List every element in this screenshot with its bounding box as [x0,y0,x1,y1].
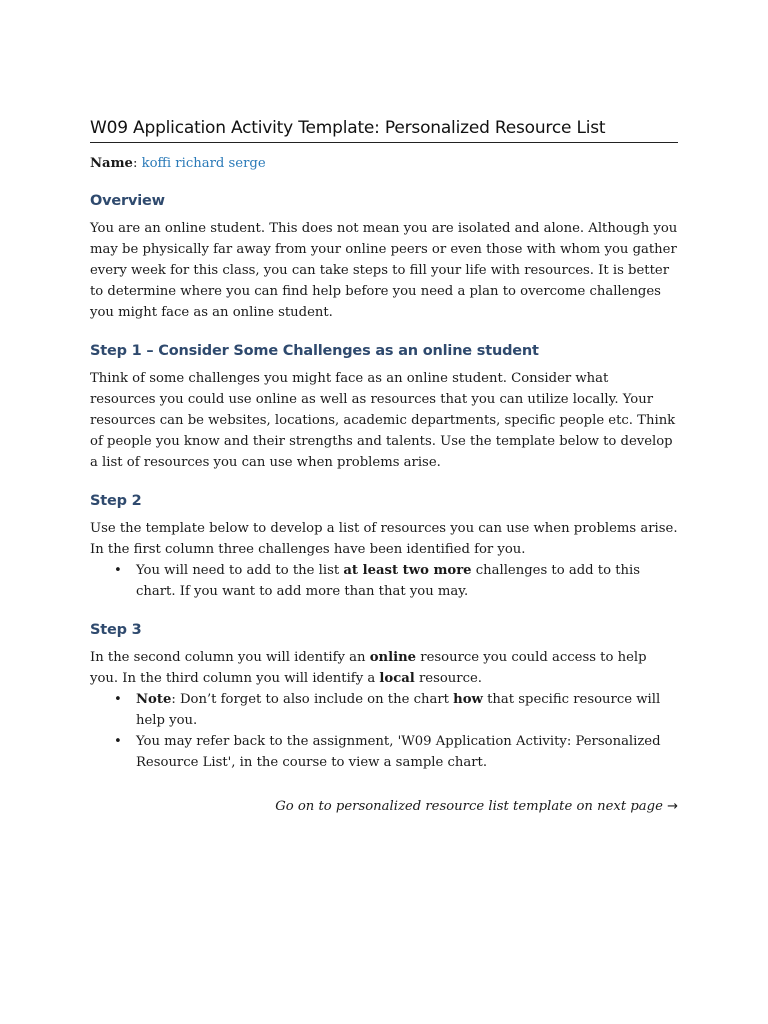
para-text: In the second column you will identify an [90,650,370,665]
step3-text [90,647,678,689]
bullet-icon: • [114,563,122,578]
bullet-icon: • [114,692,122,707]
bullet-bold-text: at least two more [343,563,472,578]
next-page-note [90,796,678,817]
step1-text: Think of some challenges you might face as an online student. Consider what resources you could use online as well as resources that you can utilize locally. Your resources can be websites, locations, academic departments, specific people etc. Think of people you know and their strengths and talents. Use the template below to develop a list of resources you can use when problems arise. [90,371,676,470]
overview-heading: Overview [90,193,165,209]
step3-bullet-list [90,689,678,773]
name-separator: : [132,156,142,171]
document-title: W09 Application Activity Template: Personalized Resource List [90,118,678,143]
bullet-text: : Don’t forget to also include on the chart [171,692,454,707]
step3-heading: Step 3 [90,622,142,638]
bullet-text: challenges to add to this chart. If you want to add more than that you may. [136,563,640,599]
bullet-bold-text: how [453,692,483,707]
step2-heading: Step 2 [90,493,142,509]
document-page [90,118,678,817]
name-value: koffi richard serge [141,156,266,171]
bullet-icon: • [114,734,122,749]
bullet-text: You will need to add to the list [136,563,344,578]
name-label: Name [90,156,133,171]
step1-heading: Step 1 – Consider Some Challenges as an online student [90,343,539,359]
para-bold-text: online [369,650,417,665]
bullet-text: You may refer back to the assignment, 'W09 Application Activity: Personalized Resource List', in the course to view a sample chart. [136,734,661,770]
bullet-bold-text: Note [136,692,172,707]
para-bold-text: local [379,671,415,686]
next-page-note-text: Go on to personalized resource list template on next page [275,799,663,814]
step2-text: Use the template below to develop a list of resources you can use when problems arise. In the first column three challenges have been identified for you. [90,521,678,557]
arrow-right-icon: → [667,799,678,814]
list-item [114,560,678,602]
para-text: resource you could access to help you. In the third column you will identify a [90,650,647,686]
bullet-text: that specific resource will help you. [136,692,661,728]
name-line [90,154,678,173]
overview-text: You are an online student. This does not mean you are isolated and alone. Although you may be physically far away from your online peers or even those with whom you gather every week for this class, you can take steps to fill your life with resources. It is better to determine where you can find help before you need a plan to overcome challenges you might face as an online student. [90,221,678,320]
list-item [114,731,678,773]
list-item [114,689,678,731]
para-text: resource. [414,671,482,686]
step2-bullet-list [90,560,678,602]
